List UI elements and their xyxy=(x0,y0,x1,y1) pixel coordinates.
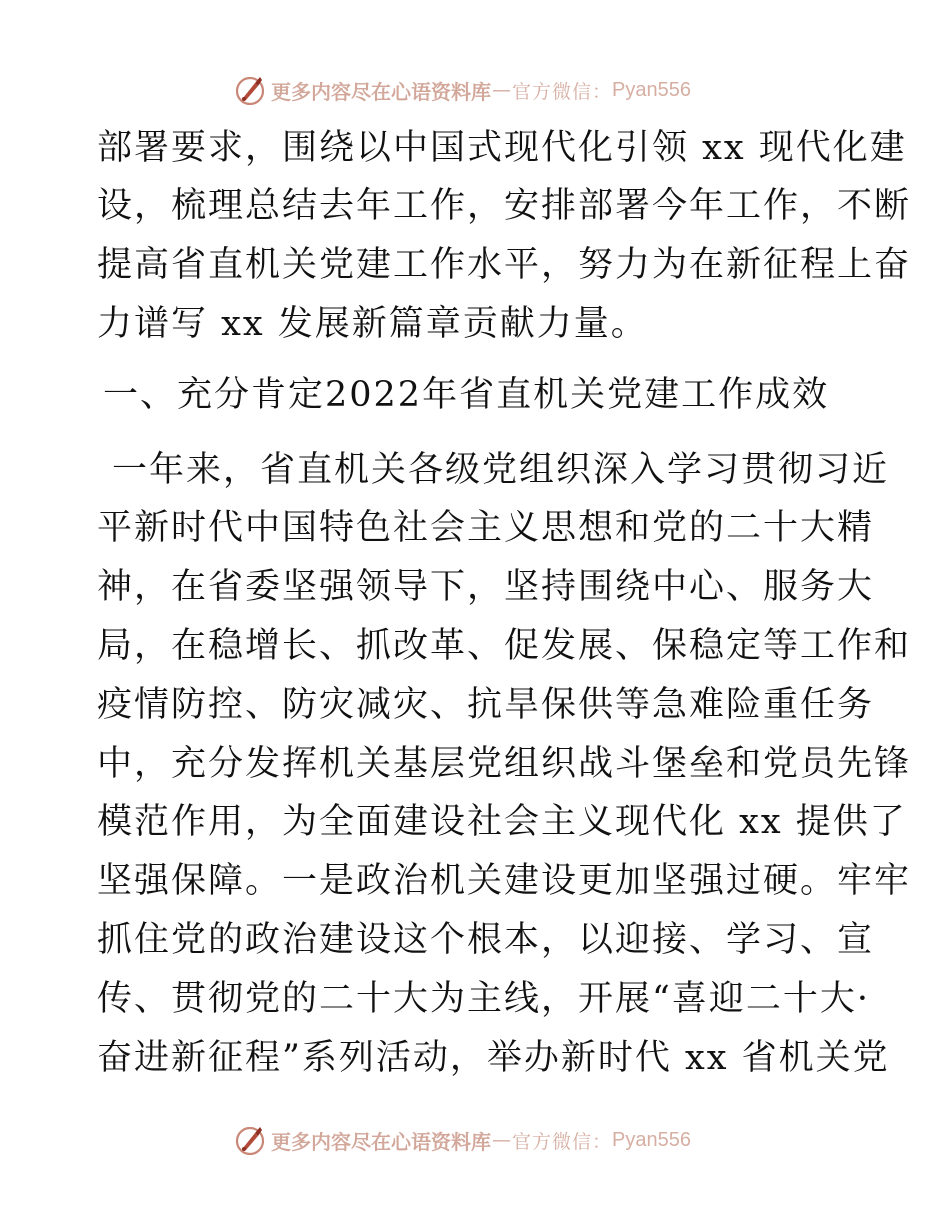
text-line: 局，在稳增长、抓改革、促发展、保稳定等工作和 xyxy=(97,626,912,666)
section-heading: 一、充分肯定2022年省直机关党建工作成效 xyxy=(103,375,830,415)
watermark-separator: — xyxy=(492,1129,511,1151)
watermark-site-text: 更多内容尽在心语资料库 xyxy=(271,1129,491,1154)
text-line: 平新时代中国特色社会主义思想和党的二十大精 xyxy=(97,508,875,548)
text-line: 一年来，省直机关各级党组织深入学习贯彻习近 xyxy=(112,450,890,490)
watermark-wechat-label: 官方微信： xyxy=(512,80,613,103)
watermark-header xyxy=(233,72,733,108)
text-line: 部署要求，围绕以中国式现代化引领 xx 现代化建 xyxy=(97,128,907,168)
text-line: 设，梳理总结去年工作，安排部署今年工作，不断 xyxy=(97,186,912,226)
text-line: 模范作用，为全面建设社会主义现代化 xx 提供了 xyxy=(97,802,907,842)
watermark-wechat-id: Pyan556 xyxy=(612,1128,691,1151)
text-line: 传、贯彻党的二十大为主线，开展“喜迎二十大· xyxy=(97,979,871,1019)
text-line: 中，充分发挥机关基层党组织战斗堡垒和党员先锋 xyxy=(97,744,912,784)
watermark-site-text: 更多内容尽在心语资料库 xyxy=(271,79,491,104)
text-line: 奋进新征程”系列活动，举办新时代 xx 省机关党 xyxy=(97,1038,890,1078)
quill-logo-icon xyxy=(233,73,267,107)
quill-logo-icon xyxy=(233,1123,267,1157)
watermark-wechat-id: Pyan556 xyxy=(612,78,691,101)
watermark-separator: — xyxy=(492,79,511,101)
text-line: 提高省直机关党建工作水平，努力为在新征程上奋 xyxy=(97,245,912,285)
text-line: 力谱写 xx 发展新篇章贡献力量。 xyxy=(97,304,648,344)
watermark-footer xyxy=(233,1122,733,1158)
text-line: 疫情防控、防灾减灾、抗旱保供等急难险重任务 xyxy=(97,685,875,725)
text-line: 抓住党的政治建设这个根本，以迎接、学习、宣 xyxy=(97,920,875,960)
text-line: 神，在省委坚强领导下，坚持围绕中心、服务大 xyxy=(97,567,875,607)
watermark-wechat-label: 官方微信： xyxy=(512,1130,613,1153)
text-line: 坚强保障。一是政治机关建设更加坚强过硬。牢牢 xyxy=(97,861,912,901)
